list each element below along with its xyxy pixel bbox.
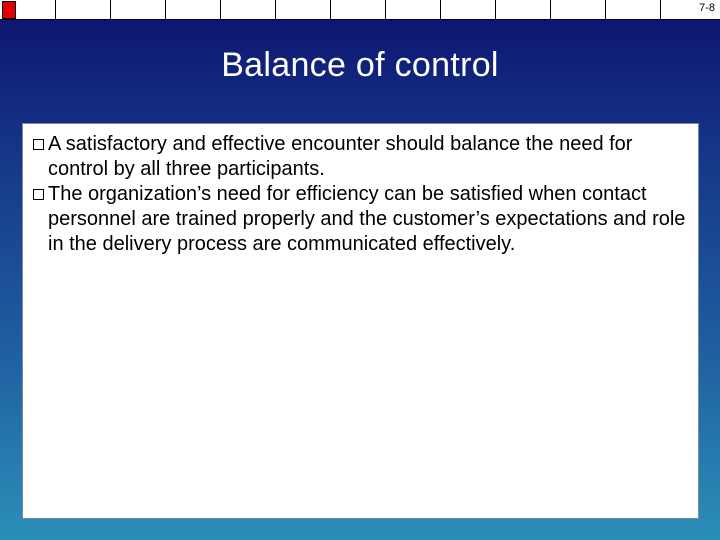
strip-divider (495, 0, 496, 20)
bullet-item (33, 132, 686, 182)
hollow-square-bullet-icon (33, 189, 44, 200)
strip-divider (385, 0, 386, 20)
strip-divider (275, 0, 276, 20)
bullet-list (23, 124, 698, 257)
strip-divider (110, 0, 111, 20)
bullet-item (33, 182, 686, 257)
strip-divider (55, 0, 56, 20)
strip-divider (605, 0, 606, 20)
bullet-text: The organization’s need for efficiency can be satisfied when contact personnel are trained properly and the customer’s expectations and role in the delivery process are communicated effectively. (48, 183, 686, 255)
hollow-square-bullet-icon (33, 139, 44, 150)
strip-divider (660, 0, 661, 20)
strip-divider (440, 0, 441, 20)
red-marker (2, 1, 16, 19)
slide-title: Balance of control (221, 46, 499, 84)
strip-divider (165, 0, 166, 20)
bullet-text: A satisfactory and effective encounter should balance the need for control by all three participants. (48, 133, 633, 180)
strip-divider (330, 0, 331, 20)
top-strip (0, 0, 720, 20)
content-panel (22, 123, 699, 519)
slide-number: 7-8 (699, 2, 715, 14)
strip-divider (220, 0, 221, 20)
strip-divider (550, 0, 551, 20)
